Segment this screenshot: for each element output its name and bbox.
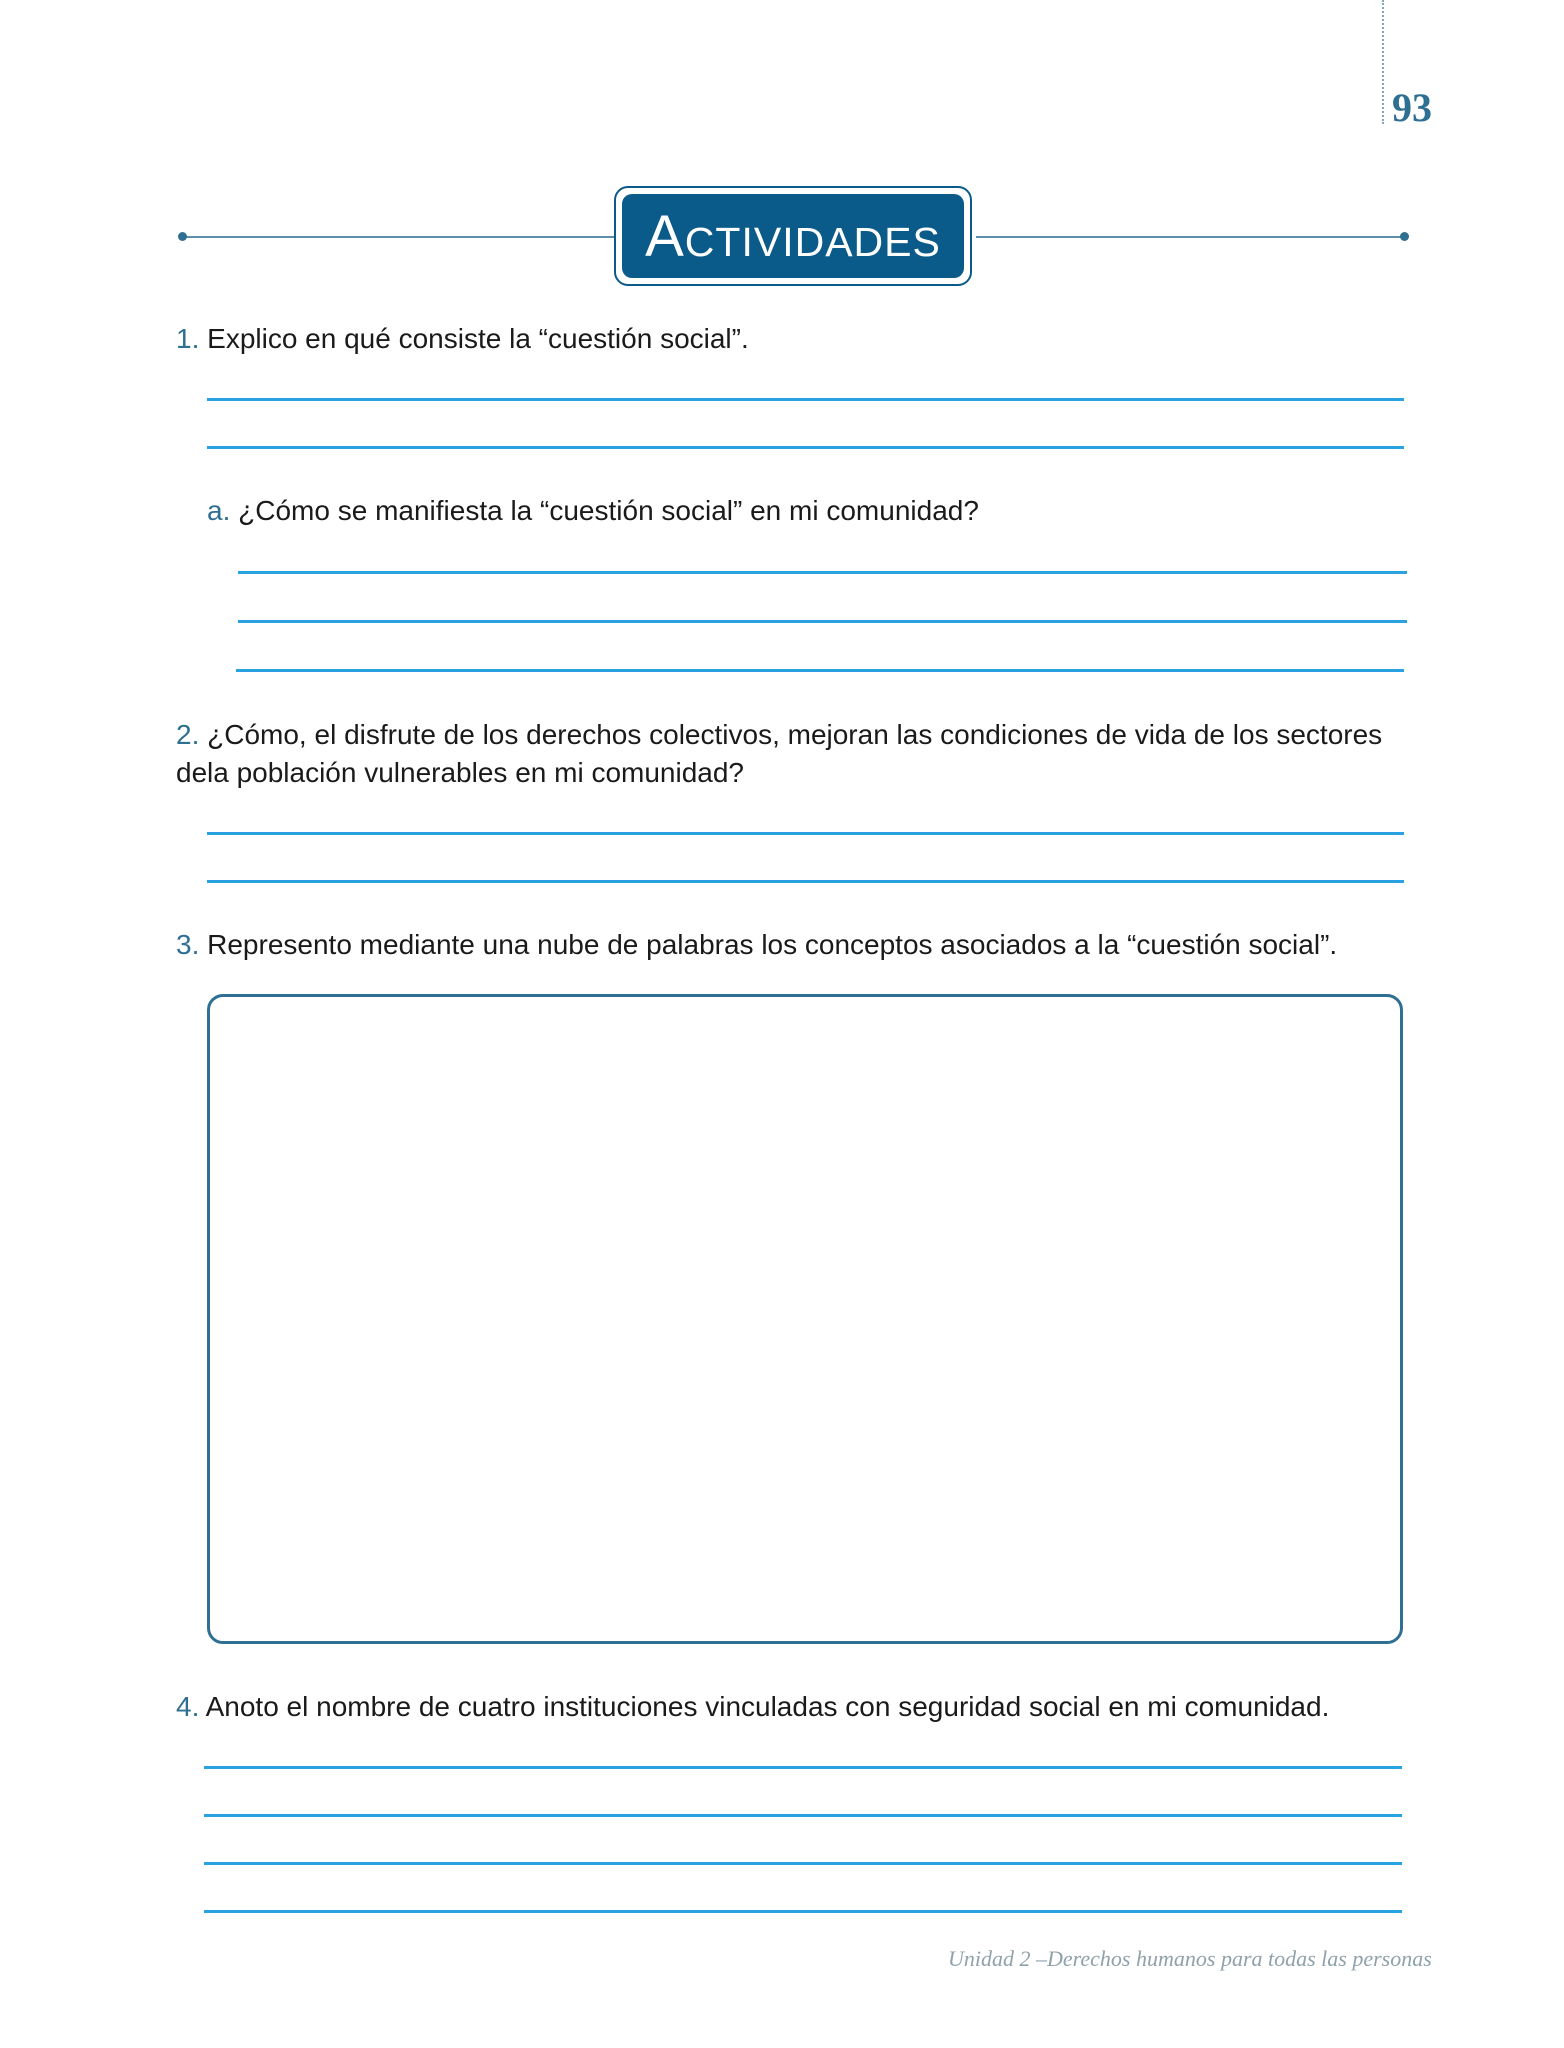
question-4-number: 4. — [176, 1691, 200, 1722]
question-3-text: Represento mediante una nube de palabras los conceptos asociados a la “cuestión social”. — [207, 929, 1338, 960]
question-1 — [176, 320, 749, 358]
page-footer: Unidad 2 –Derechos humanos para todas las personas — [948, 1946, 1432, 1971]
question-1a — [207, 492, 979, 530]
answer-line[interactable] — [204, 1814, 1402, 1817]
question-4-text: Anoto el nombre de cuatro instituciones vinculadas con seguridad social en mi comunidad. — [205, 1691, 1330, 1722]
title-rule-right-dot — [1400, 232, 1409, 241]
title-rule-right — [976, 236, 1404, 238]
question-2-continuation: la población vulnerables en mi comunidad? — [207, 757, 745, 788]
answer-line[interactable] — [204, 1862, 1402, 1865]
question-1a-text: ¿Cómo se manifiesta la “cuestión social” en mi comunidad? — [238, 495, 979, 526]
answer-line[interactable] — [207, 832, 1404, 835]
word-cloud-box[interactable] — [207, 994, 1403, 1644]
answer-line[interactable] — [204, 1766, 1402, 1769]
question-3 — [176, 926, 1337, 964]
answer-line[interactable] — [207, 398, 1404, 401]
answer-line[interactable] — [238, 620, 1407, 623]
title-rule-left-dot — [178, 232, 187, 241]
question-1-text: Explico en qué consiste la “cuestión social”. — [207, 323, 749, 354]
question-4 — [176, 1688, 1329, 1726]
page-divider — [1382, 0, 1384, 124]
title-rule-left — [182, 236, 614, 238]
answer-line[interactable] — [207, 880, 1404, 883]
answer-line[interactable] — [204, 1910, 1402, 1913]
question-2-text-line1: ¿Cómo, el disfrute de los derechos colectivos, mejoran las condiciones de vida de los sectores de — [176, 719, 1383, 788]
answer-line[interactable] — [238, 571, 1407, 574]
question-3-number: 3. — [176, 929, 200, 960]
section-title: Actividades — [622, 194, 964, 278]
answer-line[interactable] — [236, 669, 1404, 672]
question-2-number: 2. — [176, 719, 200, 750]
question-1-number: 1. — [176, 323, 200, 354]
question-1a-letter: a. — [207, 495, 231, 526]
page-number: 93 — [1392, 85, 1432, 130]
answer-line[interactable] — [207, 446, 1404, 449]
section-title-badge — [614, 186, 972, 286]
